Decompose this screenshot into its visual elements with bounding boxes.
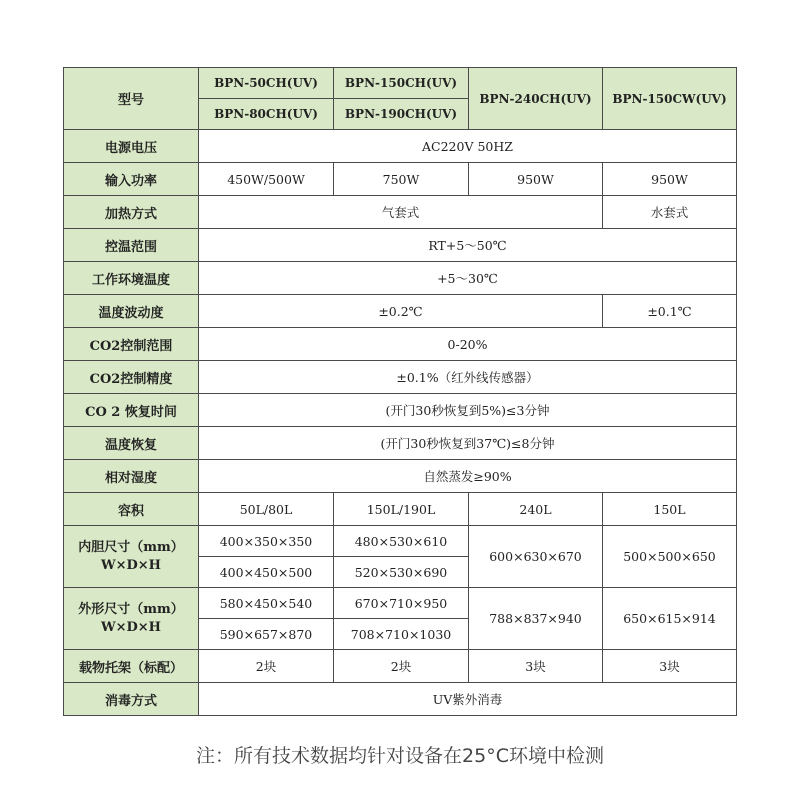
spec-table (63, 67, 737, 716)
model-header: BPN-50CH(UV) (199, 68, 334, 99)
cell-value: 670×710×950 (334, 588, 469, 619)
cell-value: 气套式 (199, 196, 603, 229)
cell-value: 3块 (469, 650, 603, 683)
footnote: 注：所有技术数据均针对设备在25°C环境中检测 (196, 745, 604, 767)
cell-value: (开门30秒恢复到5%)≤3分钟 (199, 394, 737, 427)
table-row (64, 526, 737, 557)
table-row (64, 328, 737, 361)
cell-value: 50L/80L (199, 493, 334, 526)
cell-value: 590×657×870 (199, 619, 334, 650)
table-row (64, 493, 737, 526)
cell-value: 500×500×650 (603, 526, 737, 588)
cell-value: 450W/500W (199, 163, 334, 196)
cell-value: 788×837×940 (469, 588, 603, 650)
table-row (64, 588, 737, 619)
table-row (64, 394, 737, 427)
row-label: 容积 (64, 493, 199, 526)
row-label: 温度波动度 (64, 295, 199, 328)
row-label: 相对湿度 (64, 460, 199, 493)
cell-value: 600×630×670 (469, 526, 603, 588)
model-header: BPN-240CH(UV) (469, 68, 603, 130)
cell-value: 150L (603, 493, 737, 526)
model-header: BPN-80CH(UV) (199, 99, 334, 130)
cell-value: 240L (469, 493, 603, 526)
row-label: 工作环境温度 (64, 262, 199, 295)
cell-value: +5～30℃ (199, 262, 737, 295)
table-row (64, 460, 737, 493)
row-label: 加热方式 (64, 196, 199, 229)
row-label: 温度恢复 (64, 427, 199, 460)
table-row (64, 683, 737, 716)
row-label-line: 内胆尺寸（mm） (78, 539, 184, 555)
cell-value: 580×450×540 (199, 588, 334, 619)
table-row (64, 229, 737, 262)
cell-value: AC220V 50HZ (199, 130, 737, 163)
cell-value: ±0.1%（红外线传感器） (199, 361, 737, 394)
cell-value: 950W (469, 163, 603, 196)
table-row (64, 361, 737, 394)
model-header: BPN-150CH(UV) (334, 68, 469, 99)
model-header: BPN-150CW(UV) (603, 68, 737, 130)
cell-value: 400×350×350 (199, 526, 334, 557)
cell-value: 150L/190L (334, 493, 469, 526)
row-label: CO 2 恢复时间 (64, 394, 199, 427)
model-header-label: 型号 (64, 68, 199, 130)
cell-value: RT+5～50℃ (199, 229, 737, 262)
row-label: 载物托架（标配） (64, 650, 199, 683)
table-row (64, 130, 737, 163)
row-label-line: W×D×H (101, 557, 161, 573)
row-label: 消毒方式 (64, 683, 199, 716)
cell-value: 400×450×500 (199, 557, 334, 588)
table-row (64, 262, 737, 295)
cell-value: 水套式 (603, 196, 737, 229)
row-label-line: 外形尺寸（mm） (78, 601, 184, 617)
row-label-line: W×D×H (101, 619, 161, 635)
table-row (64, 295, 737, 328)
cell-value: 480×530×610 (334, 526, 469, 557)
table-row (64, 650, 737, 683)
cell-value: (开门30秒恢复到37℃)≤8分钟 (199, 427, 737, 460)
cell-value: 708×710×1030 (334, 619, 469, 650)
cell-value: 3块 (603, 650, 737, 683)
row-label: 输入功率 (64, 163, 199, 196)
row-label: CO2控制精度 (64, 361, 199, 394)
table-row (64, 196, 737, 229)
row-label (64, 526, 199, 588)
table-row (64, 427, 737, 460)
model-header: BPN-190CH(UV) (334, 99, 469, 130)
row-label: 电源电压 (64, 130, 199, 163)
cell-value: 2块 (334, 650, 469, 683)
header-row (64, 68, 737, 99)
table-row (64, 163, 737, 196)
cell-value: ±0.2℃ (199, 295, 603, 328)
cell-value: 650×615×914 (603, 588, 737, 650)
row-label: CO2控制范围 (64, 328, 199, 361)
cell-value: ±0.1℃ (603, 295, 737, 328)
cell-value: 950W (603, 163, 737, 196)
row-label: 控温范围 (64, 229, 199, 262)
cell-value: 0-20% (199, 328, 737, 361)
row-label (64, 588, 199, 650)
cell-value: 750W (334, 163, 469, 196)
cell-value: 2块 (199, 650, 334, 683)
cell-value: 520×530×690 (334, 557, 469, 588)
cell-value: 自然蒸发≥90% (199, 460, 737, 493)
cell-value: UV紫外消毒 (199, 683, 737, 716)
